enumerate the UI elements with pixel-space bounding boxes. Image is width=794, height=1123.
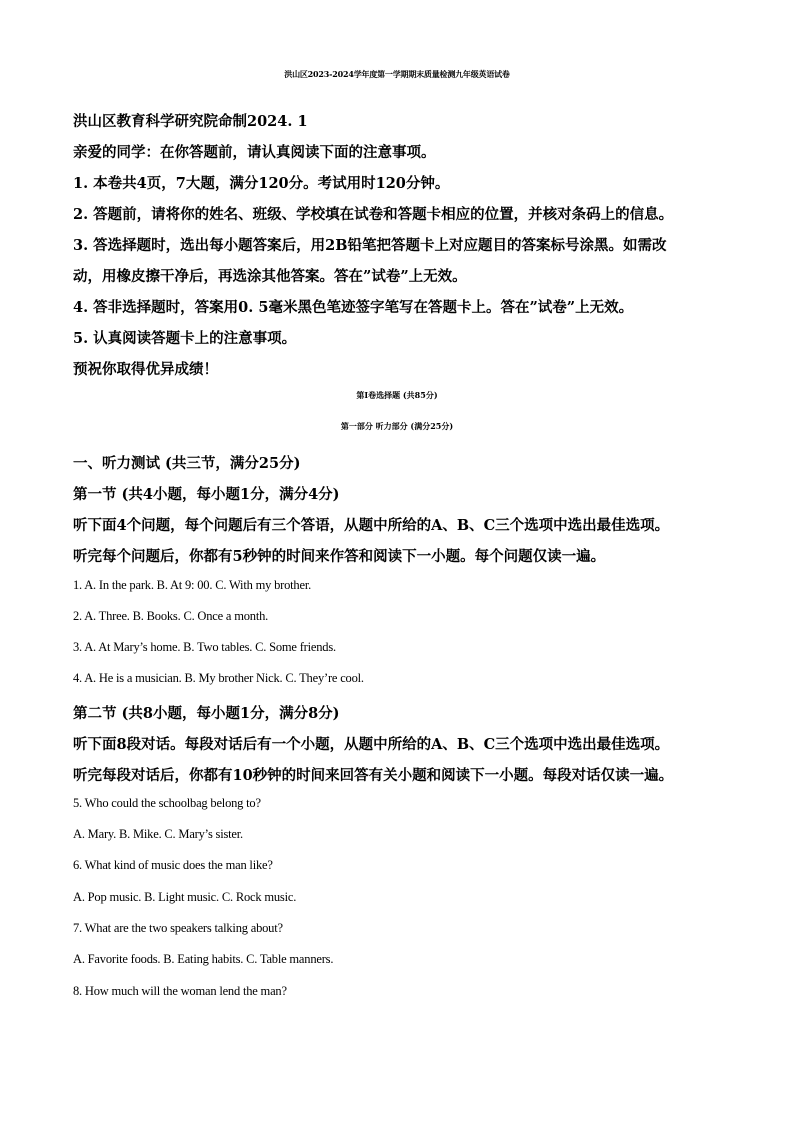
section1-instruction: 听完每个问题后，你都有5秒钟的时间来作答和阅读下一小题。每个问题仅读一遍。 [73, 548, 606, 565]
answer-options: A. Favorite foods. B. Eating habits. C. Table manners. [73, 952, 334, 966]
question-item: 6. What kind of music does the man like? [73, 858, 273, 872]
note-item: 5. 认真阅读答题卡上的注意事项。 [73, 330, 297, 347]
volume-title: 第I卷选择题 (共85分) [356, 390, 438, 400]
question-item: 4. A. He is a musician. B. My brother Nick. C. They’re cool. [73, 671, 364, 685]
question-item: 3. A. At Mary’s home. B. Two tables. C. Some friends. [73, 640, 336, 654]
note-item: 3. 答选择题时，选出每小题答案后，用2B铅笔把答题卡上对应题目的答案标号涂黑。如需改 [73, 237, 667, 254]
question-item: 7. What are the two speakers talking about? [73, 921, 283, 935]
greeting: 亲爱的同学：在你答题前，请认真阅读下面的注意事项。 [73, 144, 436, 161]
section2-instruction: 听完每段对话后，你都有10秒钟的时间来回答有关小题和阅读下一小题。每段对话仅读一遍。 [73, 767, 674, 784]
exam-title: 洪山区2023-2024学年度第一学期期末质量检测九年级英语试卷 [284, 69, 510, 79]
question-item: 5. Who could the schoolbag belong to? [73, 796, 261, 810]
author-line: 洪山区教育科学研究院命制2024. 1 [73, 113, 308, 130]
note-item: 2. 答题前，请将你的姓名、班级、学校填在试卷和答题卡相应的位置，并核对条码上的信息。 [73, 206, 674, 223]
question-item: 2. A. Three. B. Books. C. Once a month. [73, 609, 269, 623]
section1-heading: 第一节 (共4小题，每小题1分，满分4分) [73, 486, 340, 503]
section-heading: 一、听力测试 (共三节，满分25分) [73, 455, 301, 472]
section2-instruction: 听下面8段对话。每段对话后有一个小题，从题中所给的A、B、C三个选项中选出最佳选项。 [73, 736, 670, 753]
section1-instruction: 听下面4个问题，每个问题后有三个答语，从题中所给的A、B、C三个选项中选出最佳选项。 [73, 517, 670, 534]
question-item: 8. How much will the woman lend the man? [73, 984, 287, 998]
note-item: 动，用橡皮擦干净后，再选涂其他答案。答在”试卷”上无效。 [73, 268, 467, 285]
part-title: 第一部分 听力部分 (满分25分) [340, 421, 454, 431]
note-item: 4. 答非选择题时，答案用0. 5毫米黑色笔迹签字笔写在答题卡上。答在”试卷”上无效。 [73, 299, 634, 316]
note-item: 1. 本卷共4页，7大题，满分120分。考试用时120分钟。 [73, 175, 450, 192]
section2-heading: 第二节 (共8小题，每小题1分，满分8分) [73, 705, 340, 722]
question-item: 1. A. In the park. B. At 9: 00. C. With my brother. [73, 578, 312, 592]
answer-options: A. Mary. B. Mike. C. Mary’s sister. [73, 827, 243, 841]
wish-line: 预祝你取得优异成绩！ [73, 361, 218, 378]
answer-options: A. Pop music. B. Light music. C. Rock music. [73, 890, 297, 904]
